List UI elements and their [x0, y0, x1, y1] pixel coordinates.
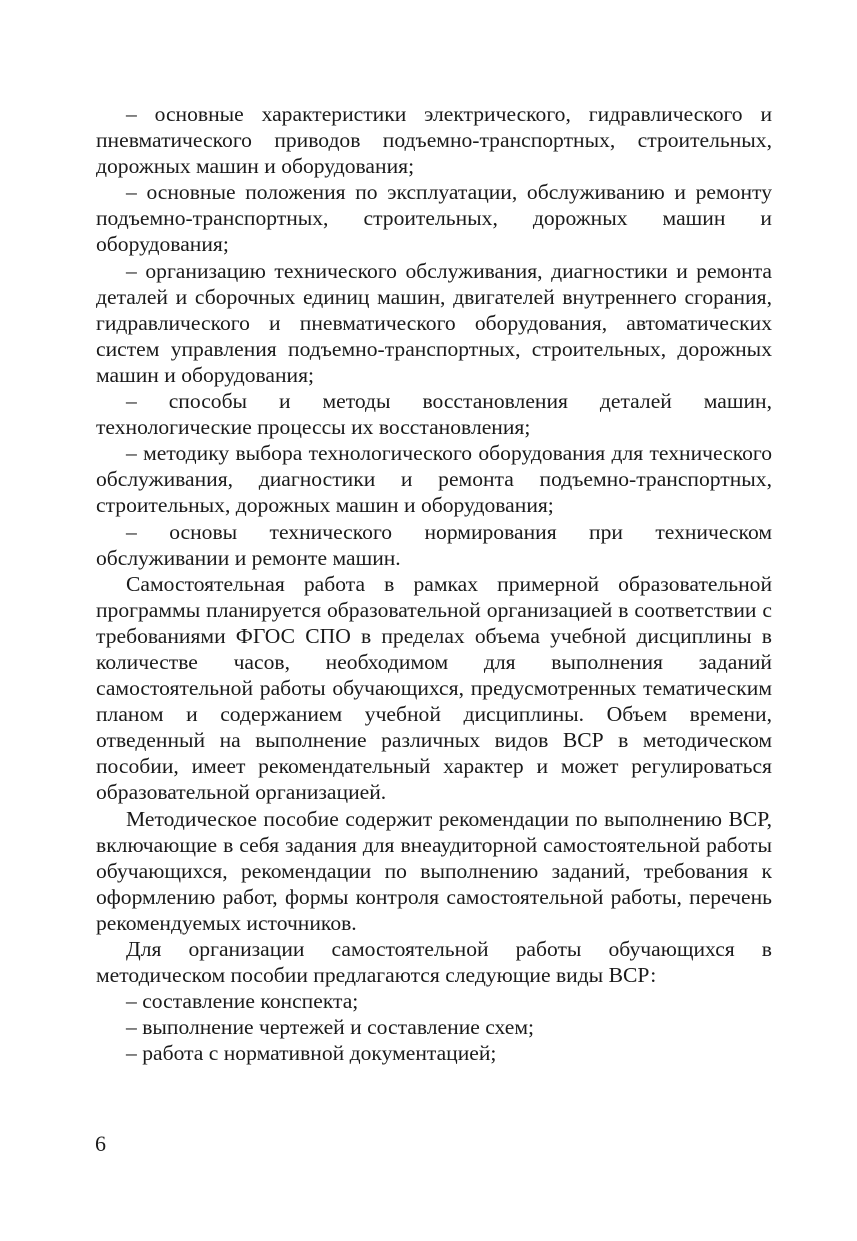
list-item-equipment-selection: – методику выбора технологического оборудования для технического обслуживания, диагностики и ремонта подъемно-транспортных, строительных, дорожных машин и оборудования;: [96, 441, 772, 518]
paragraph-methodical-guide: Методическое пособие содержит рекомендации по выполнению ВСР, включающие в себя задания для внеаудиторной самостоятельной работы обучающихся, рекомендации по выполнению заданий, требования к оформлению работ, формы контроля самостоятельной работы, перечень рекомендуемых источников.: [96, 806, 772, 935]
list-item-summary: – составление конспекта;: [126, 989, 359, 1014]
list-item-operation-basics: – основные положения по эксплуатации, обслуживанию и ремонту подъемно-транспортных, строительных, дорожных машин и оборудования;: [96, 180, 772, 257]
list-item-drawings: – выполнение чертежей и составление схем;: [126, 1015, 535, 1040]
list-item-restoration-methods: – способы и методы восстановления деталей машин, технологические процессы их восстановления;: [96, 389, 772, 440]
body-text: [96, 101, 772, 1066]
page-number: 6: [95, 1131, 106, 1156]
list-item-electric-drives: – основные характеристики электрического, гидравлического и пневматического приводов подъемно-транспортных, строительных, дорожных машин и оборудования;: [96, 102, 772, 179]
paragraph-independent-work: Самостоятельная работа в рамках примерной образовательной программы планируется образовательной организацией в соответствии с требованиями ФГОС СПО в пределах объема учебной дисциплины в количестве часов, необходимом для выполнения заданий самостоятельной работы обучающихся, предусмотренных тематическим планом и содержанием учебной дисциплины. Объем времени, отведенный на выполнение различных видов ВСР в методическом пособии, имеет рекомендательный характер и может регулироваться образовательной организацией.: [96, 571, 772, 805]
list-item-maintenance-organization: – организацию технического обслуживания, диагностики и ремонта деталей и сборочных единиц машин, двигателей внутреннего сгорания, гидравлического и пневматического оборудования, автоматических систем управления подъемно-транспортных, строительных, дорожных машин и оборудования;: [96, 258, 772, 387]
paragraph-work-types-intro: Для организации самостоятельной работы обучающихся в методическом пособии предлагаются следующие виды ВСР:: [96, 937, 772, 988]
list-item-normative-docs: – работа с нормативной документацией;: [126, 1041, 497, 1066]
list-item-technical-norming: – основы технического нормирования при техническом обслуживании и ремонте машин.: [96, 519, 772, 570]
